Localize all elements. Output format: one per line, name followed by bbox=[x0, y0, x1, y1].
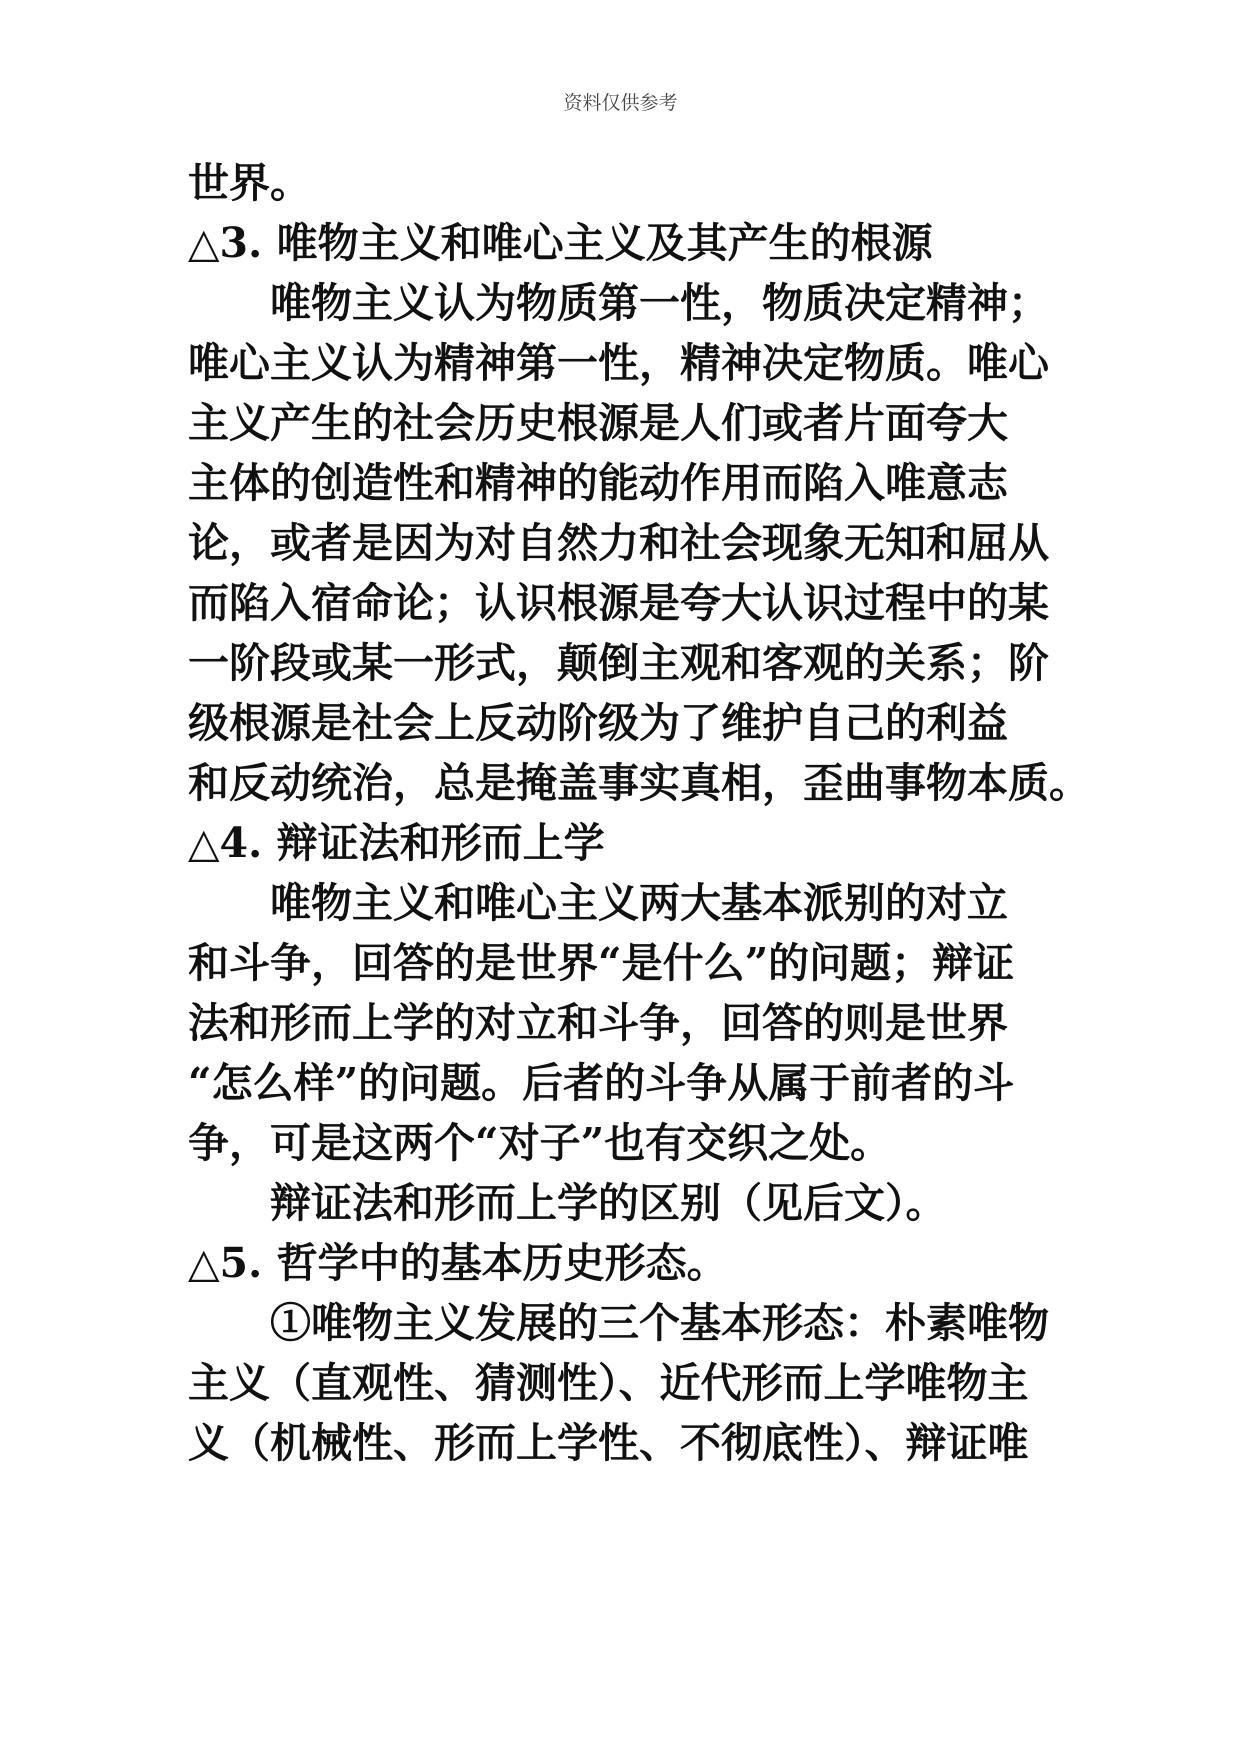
paragraph-line: 义（机械性、形而上学性、不彻底性）、辩证唯 bbox=[188, 1419, 1029, 1467]
paragraph-line: 争，可是这两个“对子”也有交织之处。 bbox=[188, 1119, 892, 1167]
paragraph-line: 和反动统治，总是掩盖事实真相，歪曲事物本质。 bbox=[188, 759, 1090, 807]
paragraph-line: “怎么样”的问题。后者的斗争从属于前者的斗 bbox=[188, 1059, 1015, 1107]
paragraph-line: 唯物主义和唯心主义两大基本派别的对立 bbox=[270, 879, 1008, 927]
paragraph-line: ①唯物主义发展的三个基本形态：朴素唯物 bbox=[270, 1299, 1049, 1347]
section-heading-3: △3. 唯物主义和唯心主义及其产生的根源 bbox=[188, 219, 933, 267]
paragraph-line: 一阶段或某一形式，颠倒主观和客观的关系；阶 bbox=[188, 639, 1049, 687]
paragraph-line: 级根源是社会上反动阶级为了维护自己的利益 bbox=[188, 699, 1008, 747]
text-line: 世界。 bbox=[188, 159, 311, 207]
paragraph-line: 主义产生的社会历史根源是人们或者片面夸大 bbox=[188, 399, 1008, 447]
document-body bbox=[188, 153, 1090, 1473]
paragraph-line: 唯物主义认为物质第一性，物质决定精神； bbox=[270, 279, 1049, 327]
section-heading-4: △4. 辩证法和形而上学 bbox=[188, 819, 605, 867]
section-heading-5: △5. 哲学中的基本历史形态。 bbox=[188, 1239, 728, 1287]
paragraph-line: 和斗争，回答的是世界“是什么”的问题；辩证 bbox=[188, 939, 1015, 987]
paragraph-line: 主体的创造性和精神的能动作用而陷入唯意志 bbox=[188, 459, 1008, 507]
paragraph-line: 论，或者是因为对自然力和社会现象无知和屈从 bbox=[188, 519, 1049, 567]
page-header: 资料仅供参考 bbox=[563, 92, 678, 114]
paragraph-line: 辩证法和形而上学的区别（见后文）。 bbox=[270, 1179, 947, 1227]
paragraph-line: 而陷入宿命论；认识根源是夸大认识过程中的某 bbox=[188, 579, 1049, 627]
paragraph-line: 主义（直观性、猜测性）、近代形而上学唯物主 bbox=[188, 1359, 1029, 1407]
paragraph-line: 唯心主义认为精神第一性，精神决定物质。唯心 bbox=[188, 339, 1049, 387]
paragraph-line: 法和形而上学的对立和斗争，回答的则是世界 bbox=[188, 999, 1008, 1047]
